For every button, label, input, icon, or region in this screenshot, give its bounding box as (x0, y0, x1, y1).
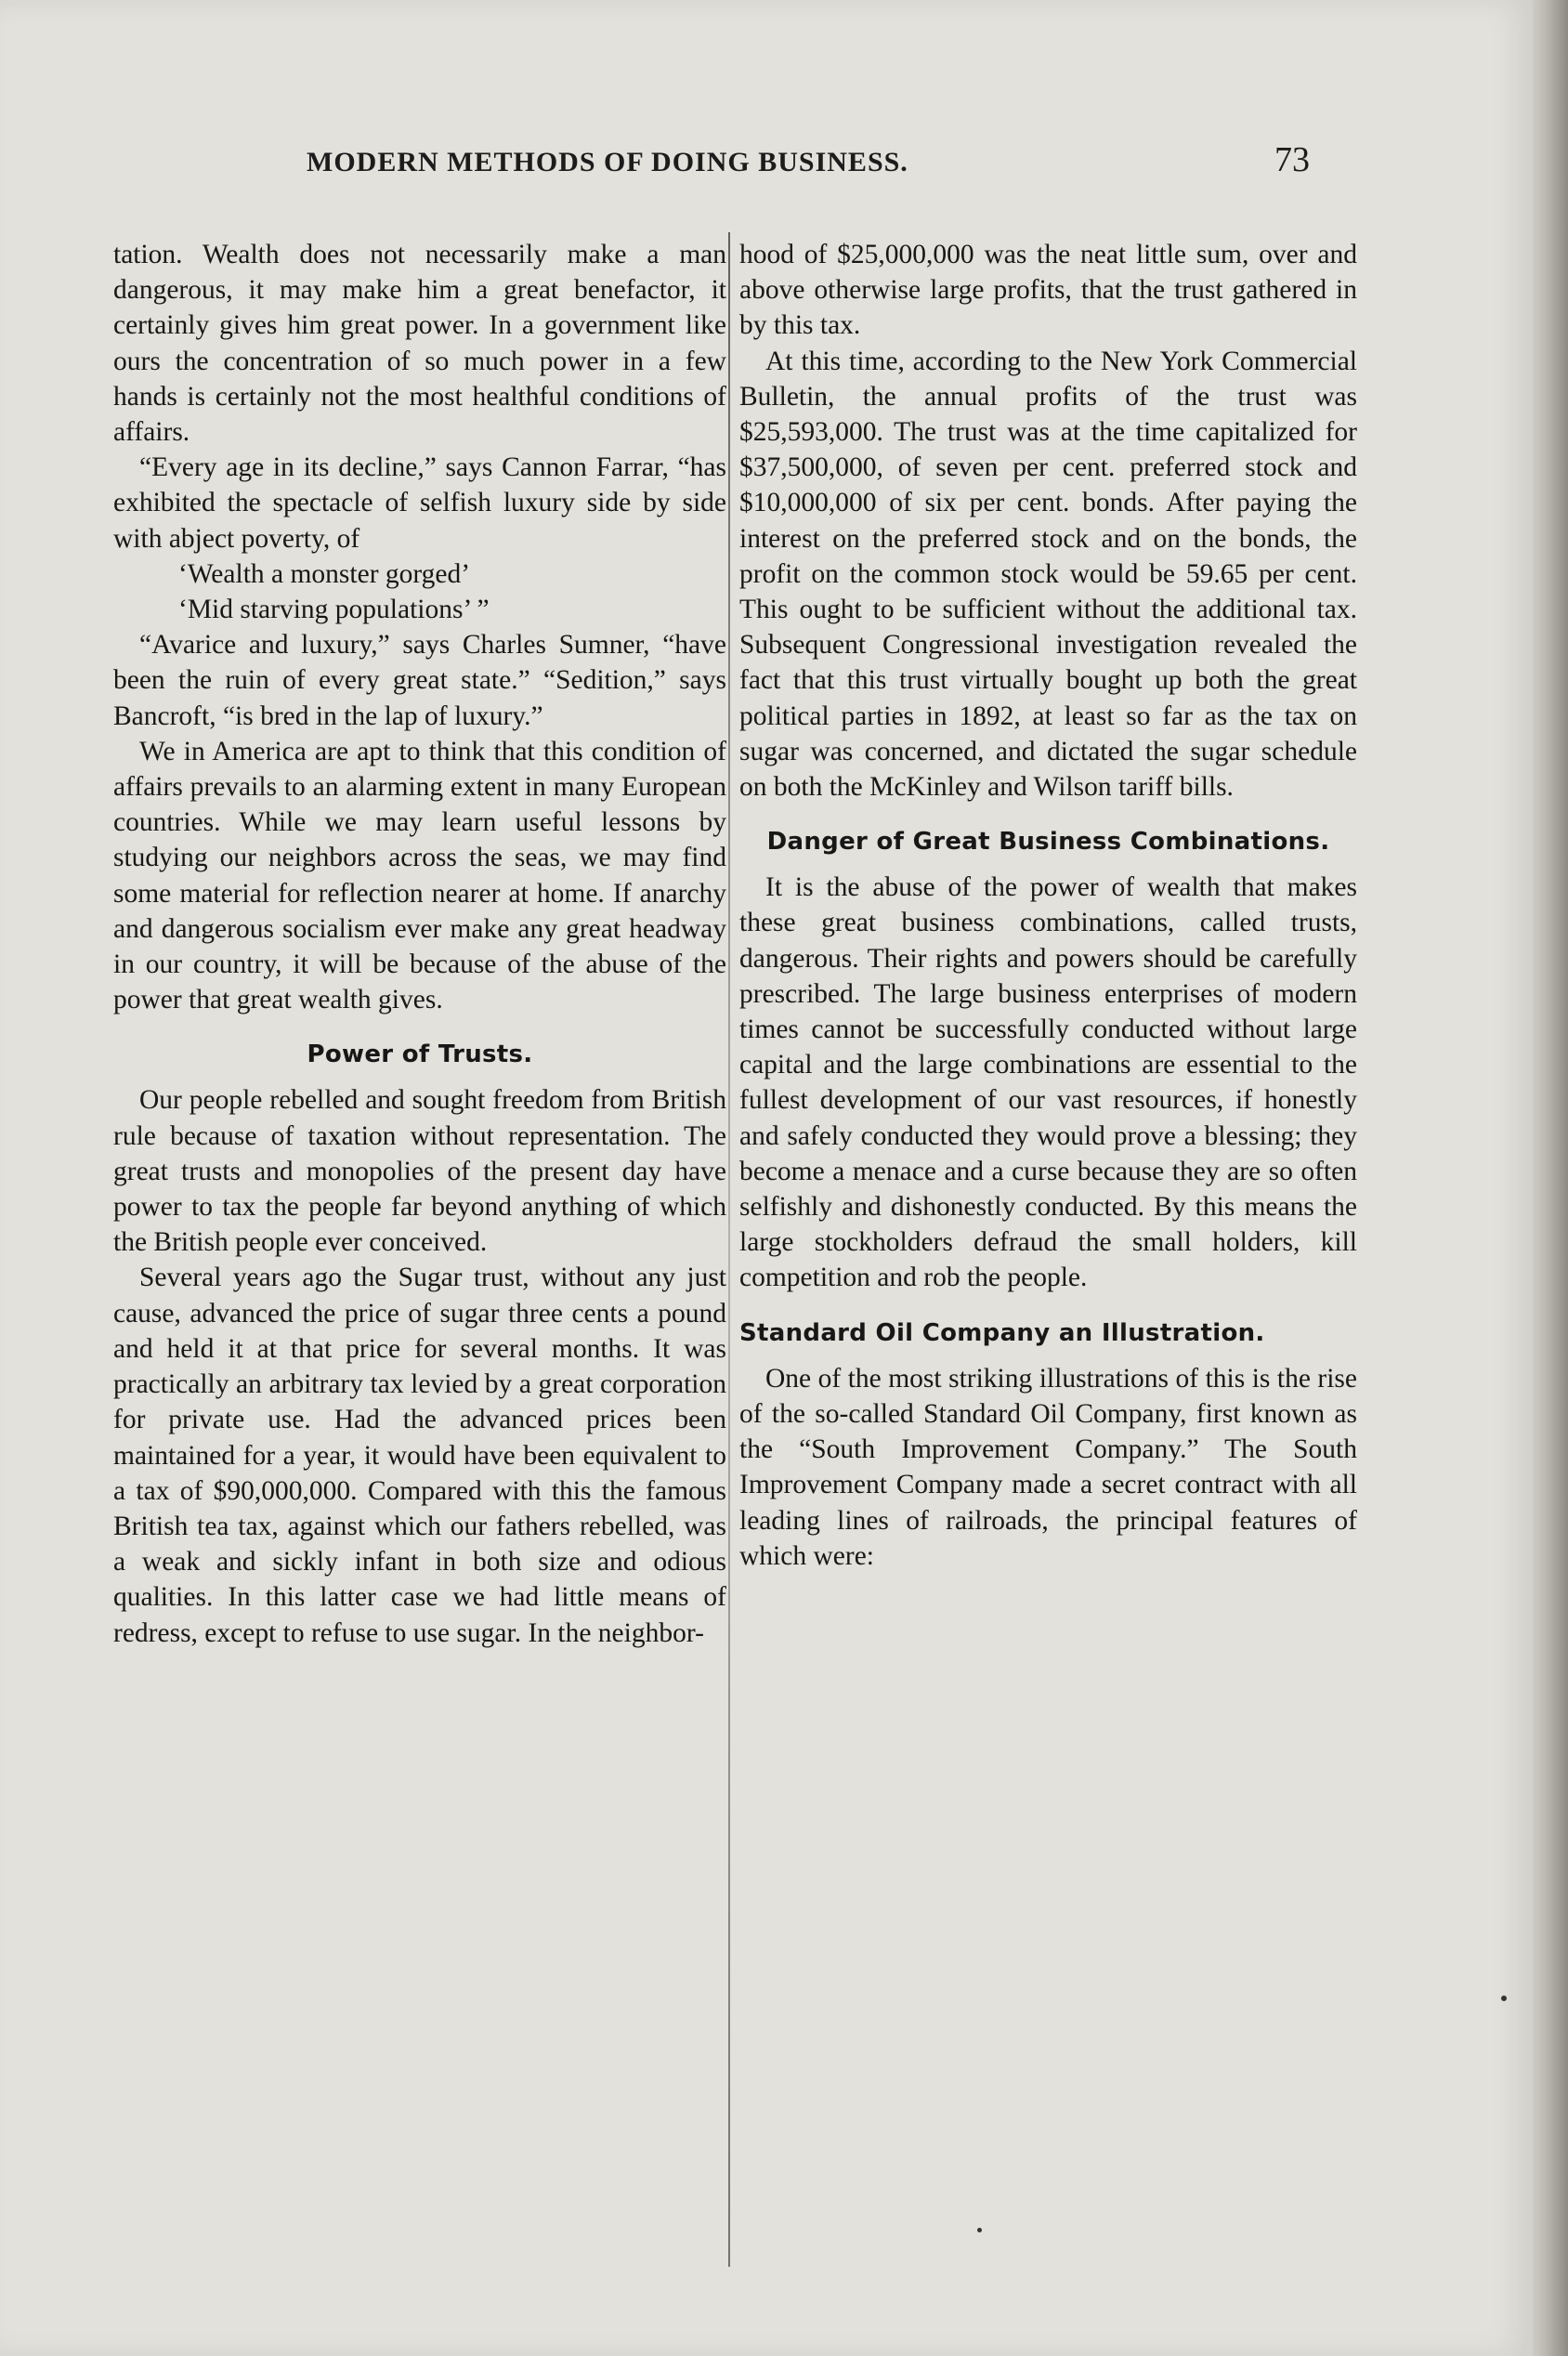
paragraph: Several years ago the Sugar trust, without any just cause, advanced the price of sugar three cents a pound and held it at that price for several months. It was practically an arbitrary tax levied by a great corporation for private use. Had the advanced prices been maintained for a year, it would have been equivalent to a tax of $90,000,000. Compared with this the famous British tea tax, against which our fathers rebelled, was a weak and sickly infant in both size and odious qualities. In this latter case we had little means of redress, except to refuse to use sugar. In the neighbor- (113, 1263, 726, 1648)
page-header (307, 139, 1310, 195)
paper-speck (1501, 1996, 1507, 2001)
right-column (739, 237, 1357, 1574)
left-column (113, 237, 726, 1651)
paragraph: At this time, according to the New York Commercial Bulletin, the annual profits of the trust was $25,593,000. The trust was at the time capitalized for $37,500,000, of seven per cent. preferred stock and $10,000,000 of six per cent. bonds. After paying the interest on the preferred stock and on the bonds, the profit on the common stock would be 59.65 per cent. This ought to be sufficient without the additional tax. Subsequent Congressional investigation revealed the fact that this trust virtually bought up both the great political parties in 1892, at least so far as the tax on sugar was concerned, and dictated the sugar schedule on both the McKinley and Wilson tariff bills. (739, 346, 1357, 803)
section-heading: Danger of Great Business Combinations. (766, 828, 1330, 857)
verse-line: ‘Mid starving populations’ ” (178, 595, 490, 625)
paragraph: “Every age in its decline,” says Cannon Farrar, “has exhibited the spectacle of selfish luxury side by side with abject poverty, of (113, 452, 726, 554)
paragraph: Our people rebelled and sought freedom from British rule because of taxation without representation. The great trusts and monopolies of the present day have power to tax the people far beyond anything of which the British people ever conceived. (113, 1085, 726, 1258)
page-number: 73 (1274, 140, 1310, 179)
column-divider (728, 232, 730, 2267)
paragraph: tation. Wealth does not necessarily make a man dangerous, it may make him a great benefactor, it certainly gives him great power. In a government like ours the concentration of so much power in a few hands is certainly not the most healthful conditions of affairs. (113, 240, 726, 448)
paragraph: It is the abuse of the power of wealth that makes these great business combinations, called trusts, dangerous. Their rights and powers should be carefully prescribed. The large business enterprises of modern times cannot be successfully conducted without large capital and the large combinations are essential to the fullest development of our vast resources, if honestly and safely conducted they would prove a blessing; they become a menace and a curse because they are so often selfishly and dishonestly conducted. By this means the large stockholders defraud the small holders, kill competition and rob the people. (739, 872, 1357, 1293)
paragraph: hood of $25,000,000 was the neat little sum, over and above otherwise large profits, that the trust gathered in by this tax. (739, 240, 1357, 341)
verse-line: ‘Wealth a monster gorged’ (178, 558, 471, 589)
paragraph: “Avarice and luxury,” says Charles Sumner, “have been the ruin of every great state.” “Sedition,” says Bancroft, “is bred in the lap of luxury.” (113, 630, 726, 731)
paragraph: We in America are apt to think that this condition of affairs prevails to an alarming extent in many European countries. While we may learn useful lessons by studying our neighbors across the seas, we may find some material for reflection nearer at home. If anarchy and dangerous socialism ever make any great headway in our country, it will be because of the abuse of the power that great wealth gives. (113, 736, 726, 1015)
section-heading: Standard Oil Company an Illustration. (739, 1318, 1265, 1347)
paragraph: One of the most striking illustrations of this is the rise of the so-called Standard Oil Company, first known as the “South Improvement Company.” The South Improvement Company made a secret contract with all leading lines of railroads, the principal features of which were: (739, 1363, 1357, 1571)
running-head: MODERN METHODS OF DOING BUSINESS. (307, 147, 908, 177)
section-heading: Power of Trusts. (307, 1041, 533, 1069)
paper-speck (977, 2228, 982, 2232)
page-edge (1533, 0, 1568, 2356)
